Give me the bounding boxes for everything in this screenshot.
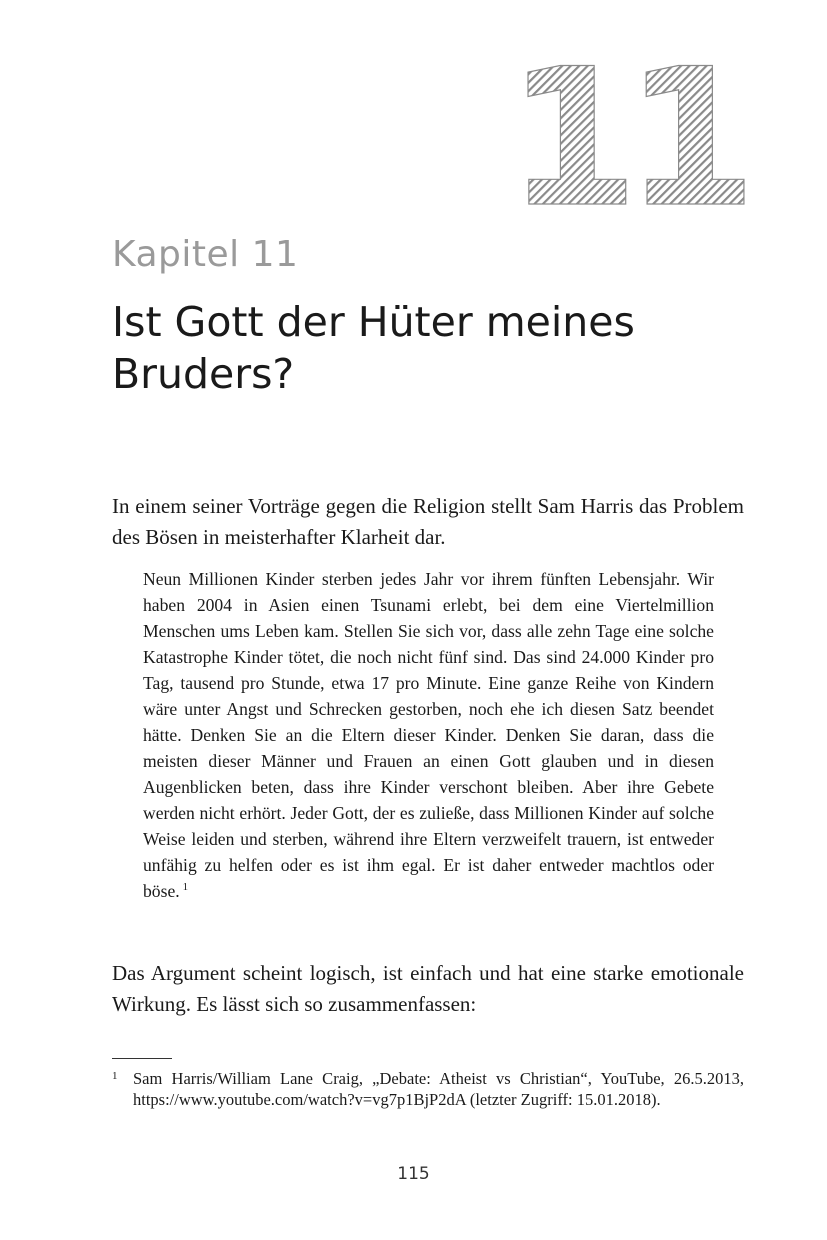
footnote-divider xyxy=(112,1058,172,1059)
page-number: 115 xyxy=(397,1164,430,1184)
chapter-number-graphic xyxy=(506,28,745,249)
intro-paragraph: In einem seiner Vorträge gegen die Religion stellt Sam Harris das Problem des Bösen in meisterhafter Klarheit dar. xyxy=(112,494,744,549)
chapter-title: Ist Gott der Hüter meines Bruders? xyxy=(112,298,635,398)
footnote xyxy=(112,1068,744,1110)
chapter-label: Kapitel 11 xyxy=(112,234,299,275)
quote-text: Neun Millionen Kinder sterben jedes Jahr vor ihrem fünften Lebensjahr. Wir haben 2004 in Asien einen Tsunami erlebt, bei dem eine Viertelmillion Menschen ums Leben kam. Stellen Sie sich vor, dass alle zehn Tage eine solche Katastrophe Kinder tötet, die noch nicht fünf sind. Das sind 24.000 Kinder pro Tag, tausend pro Stunde, etwa 17 pro Minute. Eine ganze Reihe von Kindern wäre unter Angst und Schrecken gestorben, noch ehe ich diesen Satz beendet hätte. Denken Sie an die Eltern dieser Kinder. Denken Sie daran, dass die meisten dieser Männer und Frauen an einen Gott glauben und in diesen Augenblicken beten, dass ihre Kinder verschont bleiben. Aber ihre Gebete werden nicht erhört. Jeder Gott, der es zuließe, dass Millionen Kinder auf solche Weise leiden und sterben, während ihre Eltern verzweifelt trauern, ist entweder unfähig zu helfen oder es ist ihm egal. Er ist daher entweder machtlos oder böse. xyxy=(143,569,714,901)
footnote-reference[interactable]: 1 xyxy=(182,881,189,893)
chapter-number-text: 11 xyxy=(506,28,743,249)
block-quote xyxy=(143,566,714,904)
argument-paragraph: Das Argument scheint logisch, ist einfach und hat eine starke emotionale Wirkung. Es lässt sich so zusammenfassen: xyxy=(112,961,744,1016)
footnote-text: Sam Harris/William Lane Craig, „Debate: Atheist vs Christian“, YouTube, 26.5.2013, https://www.youtube.com/watch?v=vg7p1BjP2dA (letzter Zugriff: 15.01.2018). xyxy=(133,1069,744,1109)
footnote-mark: 1 xyxy=(112,1070,118,1082)
